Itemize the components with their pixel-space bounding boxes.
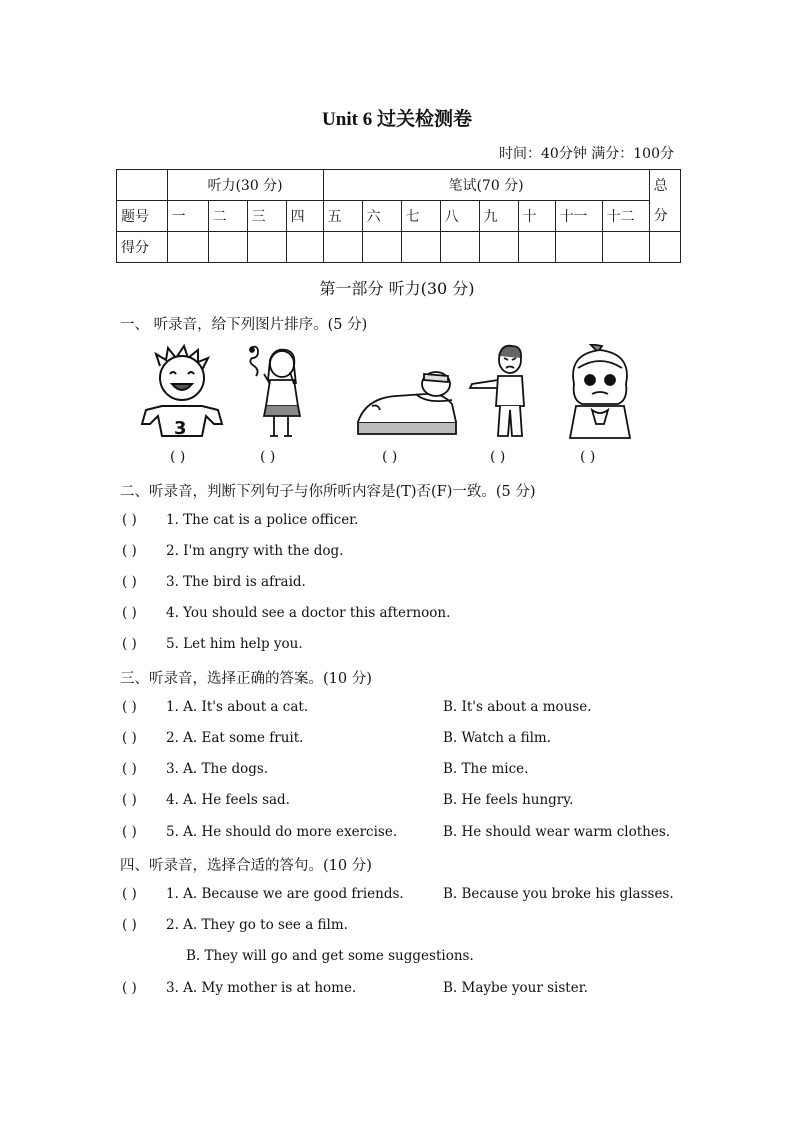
girl-scared-of-snake-picture [240,344,304,440]
answer-blank[interactable]: ( ) [122,636,137,652]
answer-blank[interactable]: ( ) [122,917,137,933]
score-table [116,169,681,263]
answer-blank[interactable]: ( ) [122,761,137,777]
picture-5-blank[interactable]: ( ) [580,449,596,465]
time-and-score-info: 时间：40分钟 满分：100分 [499,146,674,162]
answer-blank[interactable]: ( ) [122,543,137,559]
list-item [122,605,450,621]
picture-4-blank[interactable]: ( ) [490,449,506,465]
section-1-heading: 一、 听录音，给下列图片排序。(5 分) [120,317,368,333]
score-cell[interactable] [362,232,401,263]
option-a: 1. A. Because we are good friends. [166,886,404,902]
list-item [122,730,303,746]
angry-man-pointing-picture [468,344,538,440]
number-cell: 十 [518,201,555,232]
number-cell: 六 [362,201,401,232]
list-item [122,543,343,559]
question-text: 3. The bird is afraid. [166,574,306,590]
answer-blank[interactable]: ( ) [122,605,137,621]
option-b: B. Watch a film. [443,730,551,746]
score-cell[interactable] [286,232,323,263]
list-item [122,886,404,902]
score-cell[interactable] [247,232,286,263]
number-cell: 八 [440,201,479,232]
row-label-number: 题号 [117,201,168,232]
option-b: B. Maybe your sister. [443,980,588,996]
score-cell[interactable] [323,232,362,263]
score-cell[interactable] [479,232,518,263]
answer-blank[interactable]: ( ) [122,824,137,840]
score-cell[interactable] [167,232,208,263]
question-text: 4. You should see a doctor this afternoon. [166,605,451,621]
picture-1-blank[interactable]: ( ) [170,449,186,465]
list-item [122,980,356,996]
list-item [122,824,397,840]
option-b: B. He should wear warm clothes. [443,824,671,840]
option-a: 4. A. He feels sad. [166,792,290,808]
list-item [122,636,303,652]
svg-text:3: 3 [174,418,187,439]
option-b: B. He feels hungry. [443,792,574,808]
writing-header: 笔试(70 分) [323,170,649,201]
row-label-score: 得分 [117,232,168,263]
option-a: 1. A. It's about a cat. [166,699,309,715]
answer-blank[interactable]: ( ) [122,792,137,808]
number-cell: 四 [286,201,323,232]
option-b: B. It's about a mouse. [443,699,592,715]
empty-corner-cell [117,170,168,201]
answer-blank[interactable]: ( ) [122,730,137,746]
number-cell: 一 [167,201,208,232]
question-text: 1. The cat is a police officer. [166,512,359,528]
picture-2-blank[interactable]: ( ) [260,449,276,465]
sad-girl-picture [564,344,636,440]
option-a: 3. A. The dogs. [166,761,269,777]
total-header-top: 总 [653,177,668,194]
option-a: 5. A. He should do more exercise. [166,824,398,840]
list-item [122,574,306,590]
list-item [122,699,308,715]
list-item [122,761,268,777]
answer-blank[interactable]: ( ) [122,980,137,996]
answer-blank[interactable]: ( ) [122,886,137,902]
number-cell: 五 [323,201,362,232]
number-cell: 十一 [555,201,602,232]
score-cell[interactable] [555,232,602,263]
number-cell: 二 [208,201,247,232]
score-cell[interactable] [401,232,440,263]
option-a: 2. A. They go to see a film. [166,917,348,933]
answer-blank[interactable]: ( ) [122,574,137,590]
option-b: B. Because you broke his glasses. [443,886,674,902]
part-one-title: 第一部分 听力(30 分) [319,279,475,298]
section-3-heading: 三、听录音，选择正确的答案。(10 分) [120,671,372,687]
score-cell[interactable] [518,232,555,263]
section-4-heading: 四、听录音，选择合适的答句。(10 分) [120,858,372,874]
score-cell[interactable] [440,232,479,263]
answer-blank[interactable]: ( ) [122,512,137,528]
list-item [122,792,290,808]
total-header-bottom: 分 [653,207,668,224]
number-cell: 七 [401,201,440,232]
section-2-heading: 二、听录音，判断下列句子与你所听内容是(T)否(F)一致。(5 分) [120,484,536,500]
total-score-cell[interactable] [649,232,680,263]
option-b: B. They will go and get some suggestions. [186,948,474,964]
option-a: 2. A. Eat some fruit. [166,730,304,746]
number-cell: 九 [479,201,518,232]
answer-blank[interactable]: ( ) [122,699,137,715]
question-text: 2. I'm angry with the dog. [166,543,344,559]
total-header [649,170,680,232]
number-cell: 十二 [602,201,649,232]
laughing-boy-picture [138,344,226,440]
list-item [122,512,358,528]
list-item [122,917,348,933]
score-cell[interactable] [208,232,247,263]
listening-header: 听力(30 分) [167,170,323,201]
sick-person-in-bed-picture [356,364,458,440]
option-a: 3. A. My mother is at home. [166,980,357,996]
number-cell: 三 [247,201,286,232]
question-text: 5. Let him help you. [166,636,303,652]
page-title: Unit 6 过关检测卷 [322,109,472,130]
option-b: B. The mice. [443,761,529,777]
picture-3-blank[interactable]: ( ) [382,449,398,465]
score-cell[interactable] [602,232,649,263]
